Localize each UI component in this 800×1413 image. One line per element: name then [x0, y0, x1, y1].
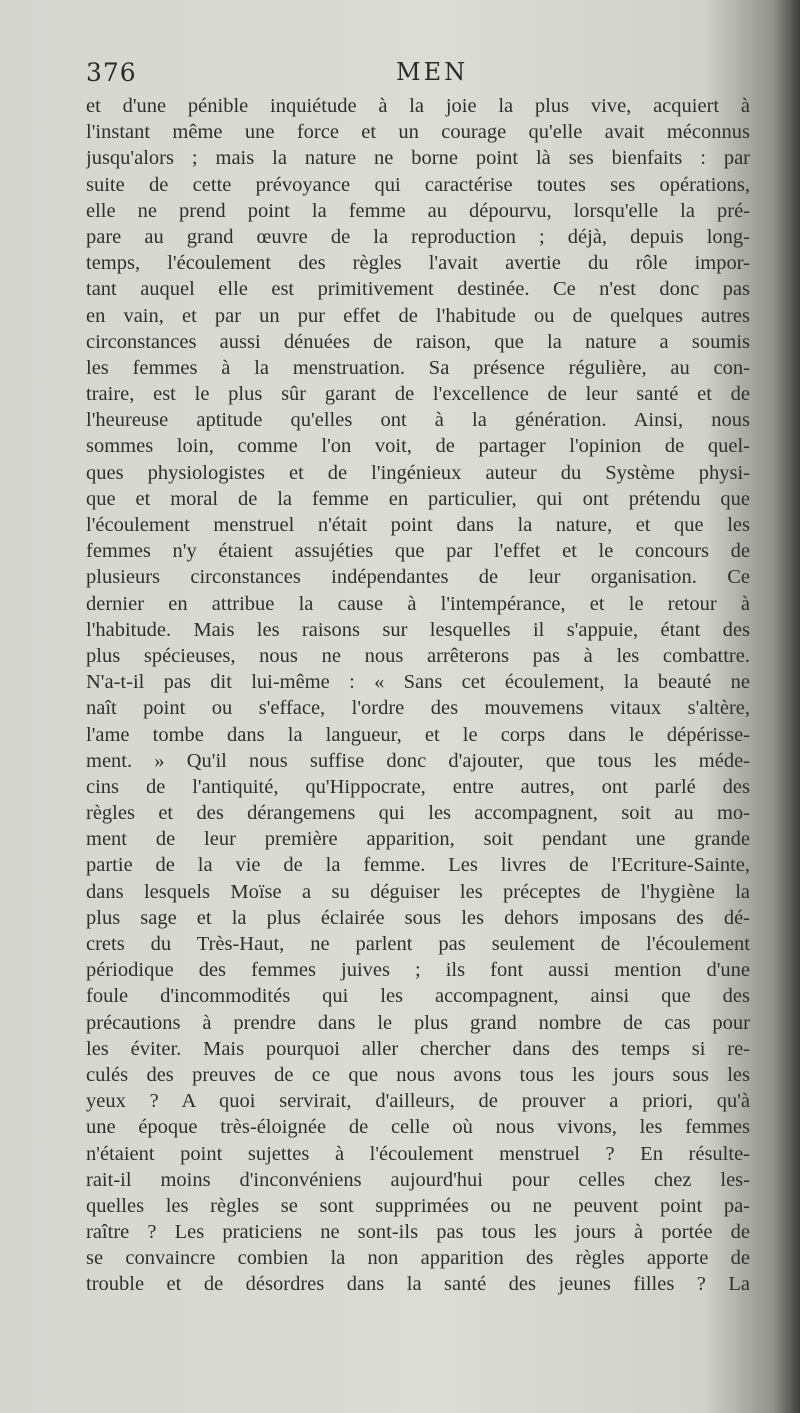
text-line: règles et des dérangemens qui les accompagnent, soit au mo- [86, 802, 750, 825]
text-line: traire, est le plus sûr garant de l'excellence de leur santé et de [86, 383, 750, 406]
text-line: l'ame tombe dans la langueur, et le corps dans le dépérisse- [86, 723, 750, 746]
text-line: ques physiologistes et de l'ingénieux auteur du Système physi- [86, 461, 750, 484]
text-line: naît point ou s'efface, l'ordre des mouvemens vitaux s'altère, [86, 697, 750, 720]
text-line: sommes loin, comme l'on voit, de partager l'opinion de quel- [86, 435, 750, 458]
text-line: quelles les règles se sont supprimées ou ne peuvent point pa- [86, 1194, 750, 1217]
text-line: périodique des femmes juives ; ils font aussi mention d'une [86, 959, 750, 982]
text-line: elle ne prend point la femme au dépourvu, lorsqu'elle la pré- [86, 199, 750, 222]
running-head: MEN [396, 58, 469, 86]
text-line: les éviter. Mais pourquoi aller chercher dans des temps si re- [86, 1037, 750, 1060]
text-line: l'heureuse aptitude qu'elles ont à la génération. Ainsi, nous [86, 409, 750, 432]
text-line: les femmes à la menstruation. Sa présence régulière, au con- [86, 356, 750, 379]
text-line: trouble et de désordres dans la santé des jeunes filles ? La [86, 1273, 750, 1296]
text-line: plus sage et la plus éclairée sous les dehors imposans des dé- [86, 906, 750, 929]
text-line: partie de la vie de la femme. Les livres de l'Ecriture-Sainte, [86, 854, 750, 877]
text-line: précautions à prendre dans le plus grand nombre de cas pour [86, 1011, 750, 1034]
text-line: raître ? Les praticiens ne sont-ils pas tous les jours à portée de [86, 1221, 750, 1244]
text-line: se convaincre combien la non apparition des règles apporte de [86, 1247, 750, 1270]
body-text [86, 93, 750, 1298]
text-line: cins de l'antiquité, qu'Hippocrate, entre autres, ont parlé des [86, 775, 750, 798]
text-line: plus spécieuses, nous ne nous arrêterons pas à les combattre. [86, 644, 750, 667]
text-line: rait-il moins d'inconvéniens aujourd'hui pour celles chez les- [86, 1168, 750, 1191]
text-line: ment. » Qu'il nous suffise donc d'ajouter, que tous les méde- [86, 749, 750, 772]
text-line: plusieurs circonstances indépendantes de leur organisation. Ce [86, 566, 750, 589]
text-line: et d'une pénible inquiétude à la joie la plus vive, acquiert à [86, 95, 750, 117]
text-line: culés des preuves de ce que nous avons tous les jours sous les [86, 1063, 750, 1086]
text-line: n'étaient point sujettes à l'écoulement menstruel ? En résulte- [86, 1142, 750, 1165]
page-number: 376 [86, 58, 137, 87]
text-line: femmes n'y étaient assujéties que par l'effet et le concours de [86, 540, 750, 563]
text-line: en vain, et par un pur effet de l'habitude ou de quelques autres [86, 304, 750, 327]
text-line: pare au grand œuvre de la reproduction ; déjà, depuis long- [86, 225, 750, 248]
text-line: jusqu'alors ; mais la nature ne borne point là ses bienfaits : par [86, 147, 750, 170]
text-line: l'habitude. Mais les raisons sur lesquelles il s'appuie, étant des [86, 618, 750, 641]
text-line: l'instant même une force et un courage qu'elle avait méconnus [86, 121, 750, 144]
text-line: que et moral de la femme en particulier, qui ont prétendu que [86, 487, 750, 510]
text-line: yeux ? A quoi servirait, d'ailleurs, de prouver a priori, qu'à [86, 1090, 750, 1113]
text-line: circonstances aussi dénuées de raison, que la nature a soumis [86, 330, 750, 353]
text-line: suite de cette prévoyance qui caractérise toutes ses opérations, [86, 173, 750, 196]
text-line: une époque très-éloignée de celle où nous vivons, les femmes [86, 1116, 750, 1139]
page-edge-shadow [774, 0, 800, 1413]
text-line: l'écoulement menstruel n'était point dans la nature, et que les [86, 514, 750, 536]
page-header [86, 58, 750, 88]
text-line: N'a-t-il pas dit lui-même : « Sans cet écoulement, la beauté ne [86, 671, 750, 694]
text-line: foule d'incommodités qui les accompagnent, ainsi que des [86, 985, 750, 1008]
text-line: dans lesquels Moïse a su déguiser les préceptes de l'hygiène la [86, 880, 750, 903]
text-line: tant auquel elle est primitivement destinée. Ce n'est donc pas [86, 278, 750, 301]
text-line: ment de leur première apparition, soit pendant une grande [86, 828, 750, 851]
text-line: crets du Très-Haut, ne parlent pas seulement de l'écoulement [86, 933, 750, 955]
text-line: dernier en attribue la cause à l'intempérance, et le retour à [86, 592, 750, 615]
text-line: temps, l'écoulement des règles l'avait avertie du rôle impor- [86, 252, 750, 275]
